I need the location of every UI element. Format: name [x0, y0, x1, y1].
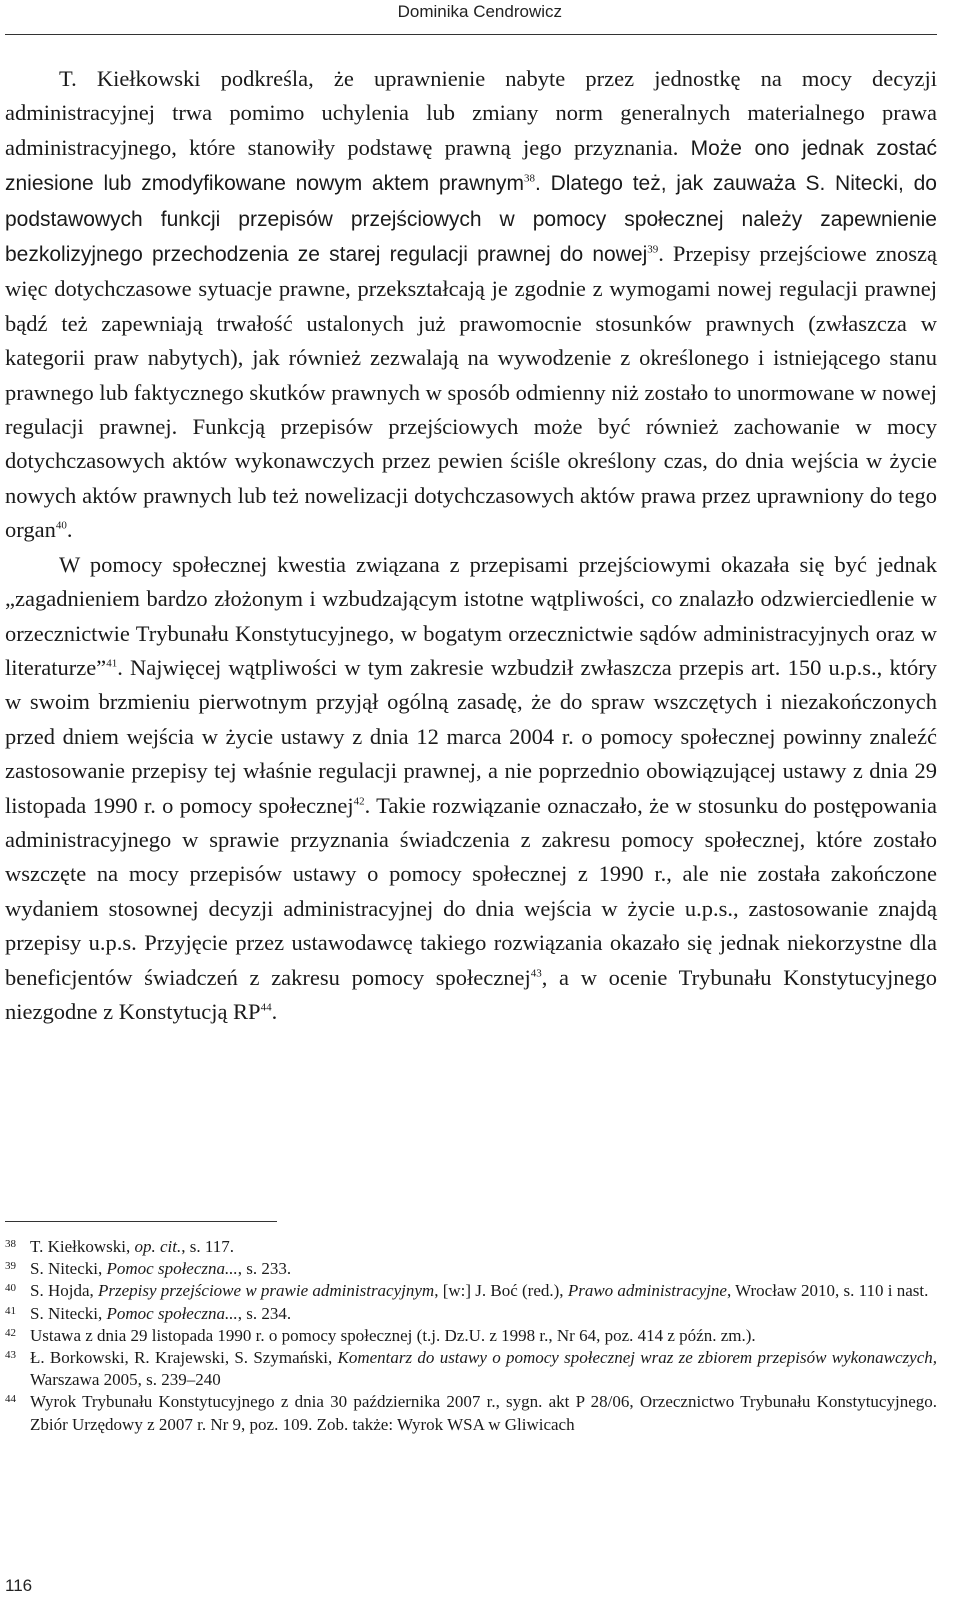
page-number: 116	[5, 1576, 33, 1595]
footnote-reference: 39	[647, 243, 659, 256]
footnote-item	[5, 1280, 937, 1302]
body-paragraph	[5, 62, 937, 548]
citation-title: Pomoc społeczna...	[106, 1259, 238, 1279]
footnote-divider	[5, 1221, 277, 1222]
footnote-text: , s. 117.	[181, 1237, 235, 1256]
text-segment: . Takie rozwiązanie oznaczało, że w stosunku do postępowania administracyjnego w sprawie przyznania świadczenia z zakresu pomocy społecznej, które zostało wszczęte na mocy przepisów ustawy o pomocy społecznej z 1990 r., ale nie została zakończone wydaniem stosownej decyzji administracyjnej do dnia wejścia w życie u.p.s., zastosowanie znajdą przepisy u.p.s. Przyjęcie przez ustawodawcę takiego rozwiązania okazało się jednak niekorzystne dla beneficjentów świadczeń z zakresu pomocy społecznej	[5, 792, 937, 990]
text-segment: Może ono jednak zostać zniesione lub zmodyfikowane nowym aktem prawnym	[5, 136, 937, 196]
text-segment: .	[66, 517, 73, 543]
citation-title: Prawo administracyjne	[567, 1281, 727, 1301]
footnote-item	[5, 1391, 937, 1435]
main-text	[5, 62, 937, 1029]
footnote-text: Ł. Borkowski, R. Krajewski, S. Szymański,	[30, 1348, 338, 1368]
footnote-item	[5, 1236, 937, 1258]
footnote-reference: 44	[260, 1001, 272, 1014]
footnote-number: 44	[5, 1393, 16, 1406]
footnote-reference: 43	[530, 967, 542, 980]
text-segment: T. Kiełkowski podkreśla, że uprawnienie nabyte przez jednostkę na mocy decyzji administracyjnej trwa pomimo uchylenia lub zmiany norm generalnych materialnego prawa administracyjnego, które stanowiły podstawę prawną jego przyznania.	[5, 66, 937, 160]
running-header-author: Dominika Cendrowicz	[397, 2, 562, 21]
header-divider	[5, 34, 937, 35]
footnote-number: 41	[5, 1304, 16, 1317]
citation-title: op. cit.	[134, 1237, 182, 1256]
footnote-text: , s. 234.	[237, 1303, 292, 1323]
footnote-text: Ustawa z dnia 29 listopada 1990 r. o pomocy społecznej (t.j. Dz.U. z 1998 r., Nr 64, poz. 414 z późn. zm.).	[30, 1325, 756, 1345]
citation-title: Przepisy przejściowe w prawie administracyjnym	[98, 1281, 435, 1301]
footnote-reference: 41	[106, 657, 118, 670]
footnote-item	[5, 1347, 937, 1391]
text-segment: .	[271, 998, 278, 1024]
footnote-number: 42	[5, 1326, 16, 1339]
footnote-item	[5, 1303, 937, 1325]
text-segment: . Przepisy przejściowe znoszą więc dotychczasowe sytuacje prawne, przekształcają je zgodnie z wymogami nowej regulacji prawnej bądź też zapewniają trwałość ustalonych już prawomocnie stosunków prawnych (zwłaszcza w kategorii praw nabytych), jak również zezwalają na wywodzenie z określonego i istniejącego stanu prawnego lub faktycznego skutków prawnych w sposób odmienny niż zostało to unormowane w nowej regulacji prawnej. Funkcją przepisów przejściowych może być również zachowanie w mocy dotychczasowych aktów wykonawczych przez pewien ściśle określony czas, do dnia wejścia w życie nowych aktów prawnych lub też nowelizacji dotychczasowych aktów prawa przez uprawniony do tego organ	[5, 241, 937, 543]
footnotes	[5, 1236, 937, 1436]
footnote-item	[5, 1325, 937, 1347]
footnote-number: 40	[5, 1282, 16, 1295]
footnote-text: , s. 233.	[237, 1259, 292, 1279]
footnote-text: , Wrocław 2010, s. 110 i nast.	[726, 1281, 929, 1301]
citation-title: Komentarz do ustawy o pomocy społecznej wraz ze zbiorem przepisów wykonawczych,	[337, 1348, 937, 1368]
text-segment: . Dlatego też, jak zauważa S. Nitecki, do podstawowych funkcji przepisów przejściowych w pomocy społecznej należy zapewnienie bezkolizyjnego przechodzenia ze starej regulacji prawnej do nowej	[5, 172, 937, 267]
footnote-text: T. Kiełkowski,	[30, 1237, 135, 1256]
footnote-text: Wyrok Trybunału Konstytucyjnego z dnia 30 października 2007 r., sygn. akt P 28/06, Orzecznictwo Trybunału Konstytucyjnego. Zbiór Urzędowy z 2007 r. Nr 9, poz. 109. Zob. także: Wyrok WSA w Gliwicach	[30, 1392, 937, 1434]
footnote-text: S. Nitecki,	[30, 1259, 107, 1279]
footnote-number: 43	[5, 1349, 16, 1362]
text-segment: . Najwięcej wątpliwości w tym zakresie wzbudził zwłaszcza przepis art. 150 u.p.s., który w swoim brzmieniu pierwotnym przyjął ogólną zasadę, że do spraw wszczętych i niezakończonych przed dniem wejścia w życie ustawy z dnia 12 marca 2004 r. o pomocy społecznej powinny znaleźć zastosowanie przepisy tej właśnie regulacji prawnej, a nie poprzednio obowiązującej ustawy z dnia 29 listopada 1990 r. o pomocy społecznej	[5, 654, 937, 818]
footnote-text: , [w:] J. Boć (red.),	[434, 1281, 568, 1301]
footnote-text: S. Nitecki,	[30, 1303, 107, 1323]
footnote-reference: 42	[353, 795, 365, 808]
text-segment: W pomocy społecznej kwestia związana z przepisami przejściowymi okazała się być jednak „zagadnieniem bardzo złożonym i wzbudzającym istotne wątpliwości, co znalazło odzwierciedlenie w orzecznictwie Trybunału Konstytucyjnego, w bogatym orzecznictwie sądów administracyjnych oraz w literaturze”	[5, 551, 937, 680]
body-paragraph	[5, 548, 937, 1030]
text-segment: , a w ocenie Trybunału Konstytucyjnego niezgodne z Konstytucją RP	[5, 964, 937, 1024]
footnote-text: Warszawa 2005, s. 239–240	[30, 1370, 221, 1390]
footnote-text: S. Hojda,	[30, 1281, 98, 1301]
footnote-number: 38	[5, 1238, 16, 1250]
footnote-reference: 40	[55, 519, 67, 532]
citation-title: Pomoc społeczna...	[106, 1303, 238, 1323]
footnote-reference: 38	[524, 172, 536, 185]
footnote-number: 39	[5, 1260, 16, 1273]
footnote-item	[5, 1258, 937, 1280]
